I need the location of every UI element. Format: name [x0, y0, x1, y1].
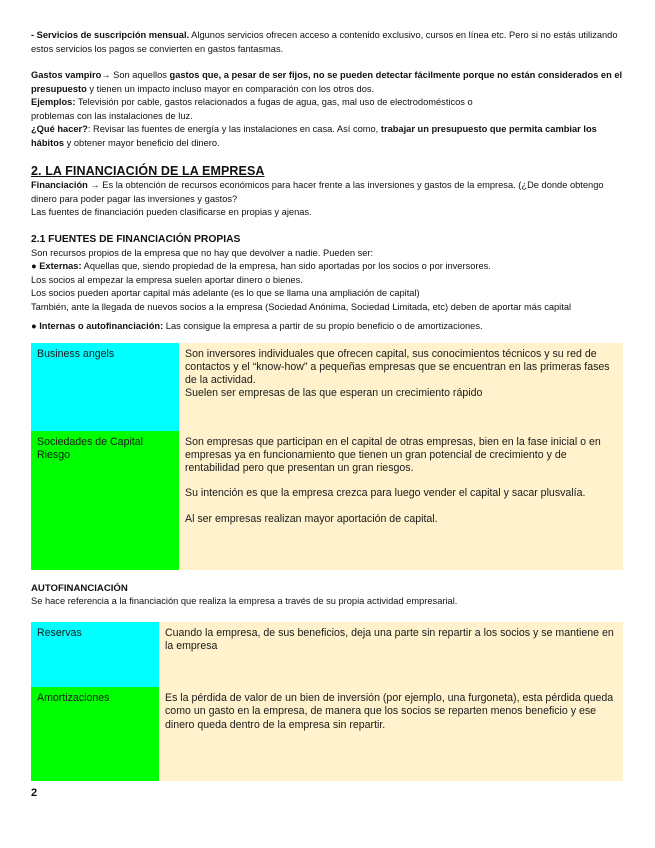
table-row — [31, 622, 623, 687]
what-to-do-text-a: : Revisar las fuentes de energía y las instalaciones en casa. Así como, — [87, 124, 381, 134]
paragraph-financiacion-sources: Las fuentes de financiación pueden clasificarse en propias y ajenas. — [31, 207, 312, 217]
financiacion-term: Financiación — [31, 180, 88, 190]
table-cell-label: Reservas — [31, 622, 159, 687]
cell-paragraph: Suelen ser empresas de las que esperan un crecimiento rápido — [185, 387, 483, 400]
what-to-do-term: ¿Qué hacer? — [31, 124, 88, 134]
table-cell-description: Cuando la empresa, de sus beneficios, deja una parte sin repartir a los socios y se mantiene en la empresa — [159, 622, 623, 687]
what-to-do-emphasis: trabajar un presupuesto que permita cambiar los hábitos — [31, 124, 597, 148]
autofinanciacion-heading: AUTOFINANCIACIÓN — [31, 582, 128, 594]
paragraph-examples-line2: problemas con las instalaciones de luz. — [31, 110, 193, 121]
externas-text: Aquellas que, siendo propiedad de la empresa, han sido aportadas por los socios o por inversores. — [81, 261, 491, 271]
internas-term: ● Internas o autofinanciación: — [31, 321, 164, 331]
table-cell-label: Amortizaciones — [31, 687, 159, 781]
table-row — [31, 343, 623, 431]
paragraph-examples — [31, 96, 623, 110]
paragraph-ampliacion: Los socios pueden aportar capital más adelante (es lo que se llama una ampliación de capital) — [31, 288, 420, 298]
subscriptions-term: - Servicios de suscripción mensual. — [31, 30, 190, 40]
examples-term: Ejemplos: — [31, 97, 76, 107]
cell-paragraph: Al ser empresas realizan mayor aportación de capital. — [185, 512, 438, 525]
cell-paragraph: Son empresas que participan en el capital de otras empresas, bien en la fase inicial o en empresas ya en funcionamiento que tienen un gran potencial de crecimiento y de rentabilidad pero que presentan un gran riesgos. — [185, 435, 601, 475]
subscriptions-text: Algunos servicios ofrecen acceso a contenido exclusivo, cursos en línea etc. Pero si no estás utilizando estos servicios los pagos se convierten en gastos fantasmas. — [31, 30, 618, 54]
paragraph-autofinanciacion: Se hace referencia a la financiación que realiza la empresa a través de su propia actividad empresarial. — [31, 595, 458, 606]
table-cell-description — [179, 431, 623, 570]
cell-paragraph: Su intención es que la empresa crezca para luego vender el capital y sacar plusvalía. — [185, 487, 586, 500]
section-heading-fuentes-propias: 2.1 FUENTES DE FINANCIACIÓN PROPIAS — [31, 233, 241, 245]
table-autofinanciacion — [31, 622, 623, 781]
paragraph-externas — [31, 260, 623, 274]
paragraph-vampire-expenses — [31, 69, 623, 96]
externas-term: ● Externas: — [31, 261, 82, 271]
paragraph-internas — [31, 320, 623, 334]
section-heading-financiacion: 2. LA FINANCIACIÓN DE LA EMPRESA — [31, 164, 265, 178]
table-cell-description: Es la pérdida de valor de un bien de inversión (por ejemplo, una furgoneta), esta pérdida queda como un gasto en la empresa, de manera que los socios se reparten menos beneficio y ese dinero queda dentro de la empresa sin repartir. — [159, 687, 623, 781]
table-cell-label: Business angels — [31, 343, 179, 431]
financiacion-text: → Es la obtención de recursos económicos para hacer frente a las inversiones y gastos de la empresa. (¿De donde obtengo dinero para poder pagar las inversiones y gastos? — [31, 180, 604, 204]
paragraph-financiacion-def — [31, 179, 623, 206]
cell-paragraph: Son inversores individuales que ofrecen capital, sus conocimientos técnicos y su red de contactos y el “know-how” a pequeñas empresas que se encuentran en las primeras fases de la actividad. — [185, 347, 610, 387]
vampire-emphasis: gastos que, a pesar de ser fijos, no se pueden detectar fácilmente porque no están considerados en el presupuesto — [31, 70, 623, 94]
table-external-financing — [31, 343, 623, 570]
table-row — [31, 431, 623, 570]
vampire-text-b: y tienen un impacto incluso mayor en comparación con los otros dos. — [86, 83, 375, 94]
margin-mark: 2 — [31, 787, 38, 799]
paragraph-nuevos-socios: También, ante la llegada de nuevos socios a la empresa (Sociedad Anónima, Sociedad Limitada, etc) deben de aportar más capital — [31, 301, 572, 312]
table-cell-description — [179, 343, 623, 431]
paragraph-socios-inicio: Los socios al empezar la empresa suelen aportar dinero o bienes. — [31, 274, 303, 285]
paragraph-what-to-do — [31, 123, 623, 150]
paragraph-subscriptions — [31, 29, 623, 56]
table-row — [31, 687, 623, 781]
what-to-do-text-b: y obtener mayor beneficio del dinero. — [64, 137, 220, 148]
internas-text: Las consigue la empresa a partir de su propio beneficio o de amortizaciones. — [163, 321, 483, 331]
vampire-term: Gastos vampiro→ — [31, 70, 111, 80]
table-cell-label: Sociedades de Capital Riesgo — [31, 431, 179, 570]
paragraph-recursos-propios: Son recursos propios de la empresa que no hay que devolver a nadie. Pueden ser: — [31, 247, 374, 258]
examples-text-line1: Televisión por cable, gastos relacionados a fugas de agua, gas, mal uso de electrodomésticos o — [75, 97, 473, 107]
document-page — [31, 29, 623, 781]
vampire-text-a: Son aquellos — [110, 70, 170, 80]
